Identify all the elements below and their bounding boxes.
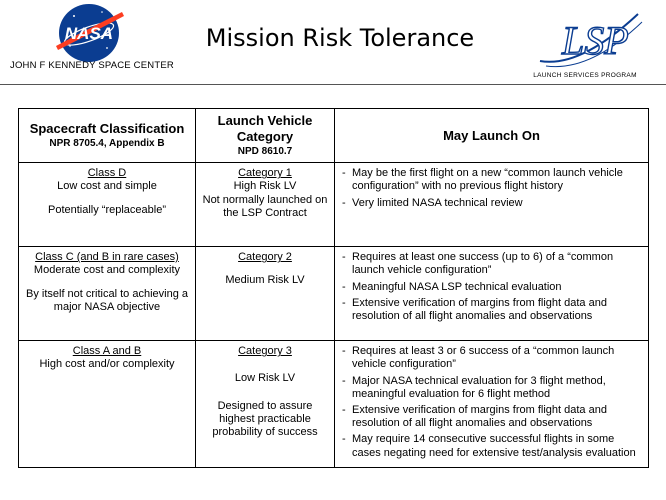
class-line: By itself not critical to achieving a major NASA objective bbox=[25, 287, 189, 313]
launch-item: - Meaningful NASA LSP technical evaluation bbox=[342, 280, 562, 293]
launch-item: - May be the first flight on a new “common launch vehicle configuration” with no previous flight history bbox=[342, 167, 623, 193]
header-spacecraft-ref: NPR 8705.4, Appendix B bbox=[49, 138, 165, 150]
category-line: High Risk LV bbox=[233, 180, 297, 193]
launch-cell bbox=[335, 247, 649, 341]
table-row bbox=[19, 247, 649, 341]
launch-item: - Requires at least one success (up to 6) of a “common launch vehicle configuration” bbox=[342, 251, 614, 277]
class-line: Low cost and simple bbox=[57, 180, 157, 193]
launch-item: - May require 14 consecutive successful flights in some cases negating need for extensive test/analysis evaluation bbox=[342, 433, 636, 459]
header-vehicle-title: Launch Vehicle Category bbox=[217, 113, 313, 144]
class-cell bbox=[19, 341, 196, 468]
svg-text:NASA: NASA bbox=[64, 24, 114, 43]
launch-item: - Extensive verification of margins from flight data and resolution of all flight anomalies and observations bbox=[342, 296, 607, 322]
category-line: Not normally launched on the LSP Contract bbox=[202, 193, 328, 219]
launch-item: - Very limited NASA technical review bbox=[342, 196, 523, 209]
header-launch-title: May Launch On bbox=[443, 127, 540, 143]
table-header-row bbox=[19, 109, 649, 163]
header-spacecraft-title: Spacecraft Classification bbox=[29, 120, 185, 136]
header-divider bbox=[0, 84, 666, 85]
header-spacecraft-classification bbox=[19, 109, 196, 163]
lsp-logo bbox=[520, 6, 645, 78]
category-cell bbox=[196, 341, 335, 468]
nasa-meatball-logo bbox=[52, 2, 126, 64]
table-row bbox=[19, 341, 649, 468]
class-line: High cost and/or complexity bbox=[39, 358, 175, 371]
header-vehicle-ref: NPD 8610.7 bbox=[237, 146, 293, 158]
category-line: Low Risk LV bbox=[234, 372, 296, 385]
category-line: Medium Risk LV bbox=[225, 274, 305, 287]
launch-cell bbox=[335, 341, 649, 468]
class-title: Class D bbox=[87, 167, 127, 180]
launch-item: - Major NASA technical evaluation for 3 flight method, meaningful evaluation for 6 flight method bbox=[342, 374, 606, 400]
center-name: JOHN F KENNEDY SPACE CENTER bbox=[10, 60, 174, 71]
svg-text:LSP: LSP bbox=[562, 18, 629, 63]
category-title: Category 2 bbox=[238, 251, 292, 264]
class-cell bbox=[19, 247, 196, 341]
category-cell bbox=[196, 163, 335, 247]
risk-tolerance-table bbox=[18, 108, 649, 468]
category-line: Designed to assure highest practicable probability of success bbox=[212, 399, 318, 438]
class-line: Moderate cost and complexity bbox=[33, 264, 181, 277]
category-title: Category 1 bbox=[238, 167, 292, 180]
category-cell bbox=[196, 247, 335, 341]
launch-item: - Extensive verification of margins from flight data and resolution of all flight anomalies and observations bbox=[342, 403, 607, 430]
class-line: Potentially “replaceable” bbox=[47, 203, 166, 216]
class-cell bbox=[19, 163, 196, 247]
program-name: LAUNCH SERVICES PROGRAM bbox=[533, 72, 637, 79]
header-launch-vehicle-category bbox=[196, 109, 335, 163]
class-title: Class C (and B in rare cases) bbox=[35, 251, 179, 264]
category-title: Category 3 bbox=[238, 345, 292, 358]
slide-header bbox=[0, 0, 666, 95]
launch-item: - Requires at least 3 or 6 success of a “common launch vehicle configuration” bbox=[342, 345, 615, 371]
table-row bbox=[19, 163, 649, 247]
class-title: Class A and B bbox=[72, 345, 142, 358]
header-may-launch-on bbox=[335, 109, 649, 163]
launch-cell bbox=[335, 163, 649, 247]
page-title: Mission Risk Tolerance bbox=[205, 24, 475, 52]
